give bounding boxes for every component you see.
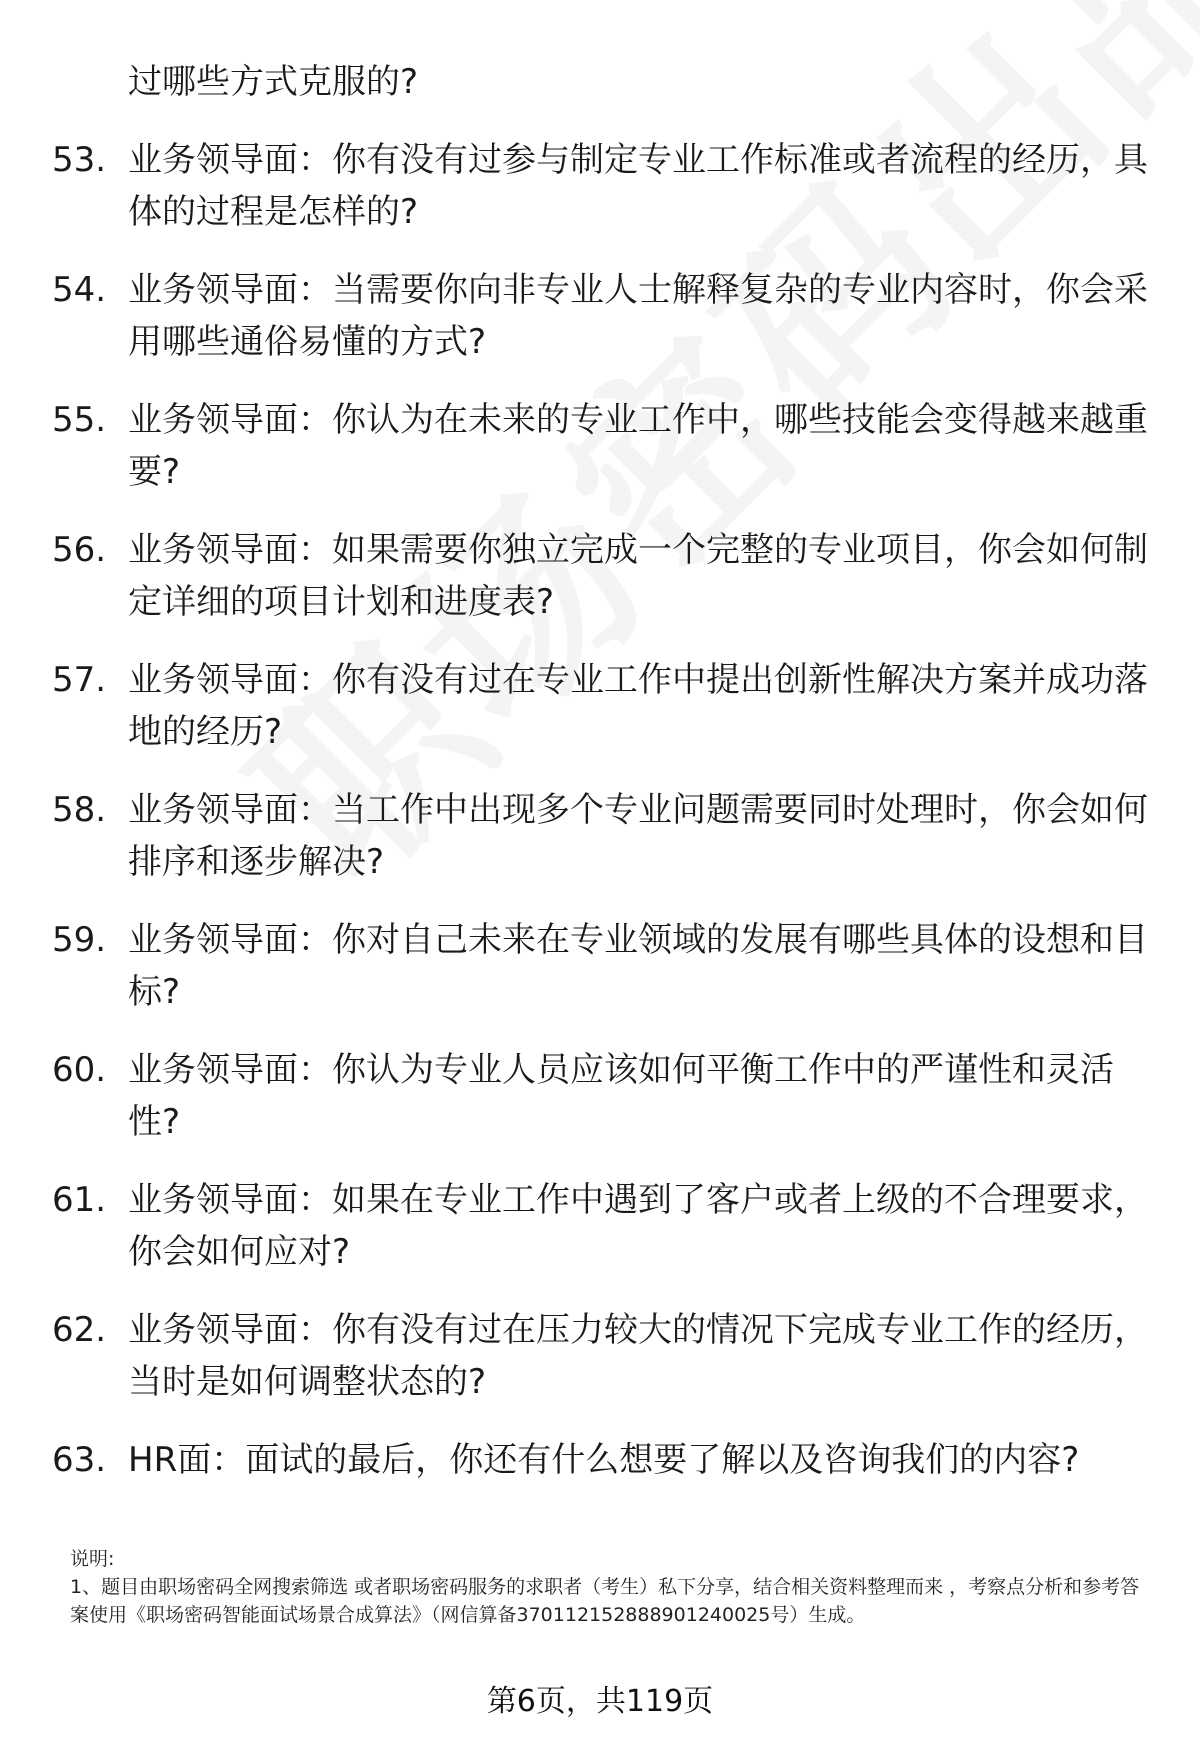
question-text: 业务领导面：如果在专业工作中遇到了客户或者上级的不合理要求，你会如何应对?	[128, 1180, 1148, 1272]
question-text: 业务领导面：你有没有过参与制定专业工作标准或者流程的经历，具体的过程是怎样的?	[128, 140, 1148, 232]
question-item	[52, 524, 1152, 654]
question-number: 61.	[52, 1180, 107, 1220]
question-number: 59.	[52, 920, 107, 960]
question-number: 53.	[52, 140, 107, 180]
question-number: 58.	[52, 790, 107, 830]
question-text: 业务领导面：你认为专业人员应该如何平衡工作中的严谨性和灵活性?	[128, 1050, 1114, 1142]
question-item	[52, 1304, 1152, 1434]
question-number: 56.	[52, 530, 107, 570]
question-number: 57.	[52, 660, 107, 700]
question-text: 业务领导面：当需要你向非专业人士解释复杂的专业内容时，你会采用哪些通俗易懂的方式?	[128, 270, 1148, 362]
question-item	[52, 264, 1152, 394]
question-text: 业务领导面：你对自己未来在专业领域的发展有哪些具体的设想和目标?	[128, 920, 1148, 1012]
question-item	[52, 134, 1152, 264]
question-item	[52, 394, 1152, 524]
question-item	[52, 914, 1152, 1044]
question-item	[52, 1434, 1152, 1514]
question-continuation: 过哪些方式克服的?	[128, 62, 419, 102]
question-number: 54.	[52, 270, 107, 310]
page-footer: 第6页，共119页	[486, 1684, 714, 1719]
question-item	[52, 784, 1152, 914]
note-body: 1、题目由职场密码全网搜索筛选 或者职场密码服务的求职者（考生）私下分享，结合相关资料整理而来 ，考察点分析和参考答案使用《职场密码智能面试场景合成算法》（网信算备370112152888901240025号）生成。	[70, 1576, 1140, 1626]
question-text: 业务领导面：你有没有过在压力较大的情况下完成专业工作的经历，当时是如何调整状态的?	[128, 1310, 1148, 1402]
question-number: 63.	[52, 1440, 107, 1480]
question-item	[52, 1174, 1152, 1304]
question-text: 业务领导面：你认为在未来的专业工作中，哪些技能会变得越来越重要?	[128, 400, 1148, 492]
question-number: 62.	[52, 1310, 107, 1350]
question-number: 55.	[52, 400, 107, 440]
question-item	[52, 654, 1152, 784]
note-section	[70, 1545, 1150, 1629]
question-list	[52, 134, 1152, 1514]
question-text: 业务领导面：如果需要你独立完成一个完整的专业项目，你会如何制定详细的项目计划和进度表?	[128, 530, 1148, 622]
question-text: 业务领导面：你有没有过在专业工作中提出创新性解决方案并成功落地的经历?	[128, 660, 1148, 752]
question-text: HR面：面试的最后，你还有什么想要了解以及咨询我们的内容?	[128, 1440, 1080, 1480]
question-text: 业务领导面：当工作中出现多个专业问题需要同时处理时，你会如何排序和逐步解决?	[128, 790, 1148, 882]
note-title: 说明:	[70, 1548, 115, 1570]
question-number: 60.	[52, 1050, 107, 1090]
question-item	[52, 1044, 1152, 1174]
